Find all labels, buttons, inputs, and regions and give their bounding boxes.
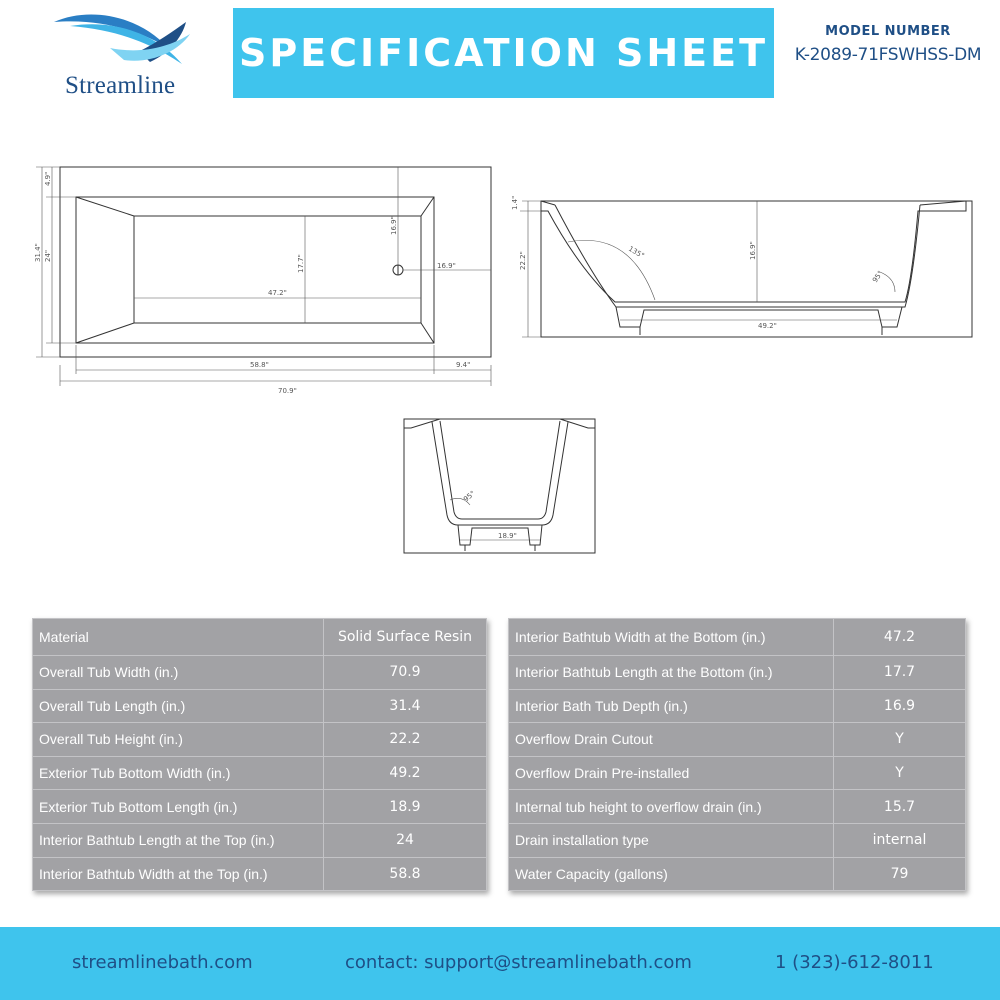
spec-label: Exterior Tub Bottom Length (in.)	[33, 790, 324, 824]
spec-label: Interior Bath Tub Depth (in.)	[509, 689, 834, 723]
spec-label: Interior Bathtub Length at the Bottom (in.)	[509, 656, 834, 690]
spec-table-left	[32, 618, 487, 891]
dim-bottom-width: 18.9"	[498, 532, 517, 540]
footer-bar	[0, 927, 1000, 1000]
spec-right-body	[509, 619, 966, 891]
spec-value: Y	[834, 756, 966, 790]
model-number-value: K-2089-71FSWHSS-DM	[794, 45, 982, 65]
spec-label: Material	[33, 619, 324, 656]
footer-phone[interactable]: 1 (323)-612-8011	[775, 952, 934, 973]
footer-contact-email[interactable]: contact: support@streamlinebath.com	[345, 952, 692, 973]
spec-row	[509, 619, 966, 656]
dim-inner-width-top: 24"	[44, 249, 52, 262]
dim-edge-offset: 4.9"	[44, 171, 52, 186]
end-view-drawing	[404, 419, 595, 553]
spec-row	[509, 857, 966, 891]
spec-label: Interior Bathtub Length at the Top (in.)	[33, 823, 324, 857]
dim-rim-thickness: 1.4"	[511, 195, 519, 210]
dim-interior-length-bottom: 47.2"	[268, 289, 287, 297]
spec-label: Water Capacity (gallons)	[509, 857, 834, 891]
spec-row	[33, 756, 487, 790]
spec-row	[509, 790, 966, 824]
top-view-drawing	[34, 167, 491, 395]
spec-label: Overall Tub Height (in.)	[33, 723, 324, 757]
spec-value: Y	[834, 723, 966, 757]
brand-name: Streamline	[65, 72, 176, 99]
spec-row	[33, 619, 487, 656]
dim-overall-length: 70.9"	[278, 387, 297, 395]
spec-row	[33, 689, 487, 723]
dim-back-angle: 135°	[627, 244, 646, 261]
spec-row	[509, 656, 966, 690]
spec-value: 17.7	[834, 656, 966, 690]
spec-row	[509, 823, 966, 857]
spec-label: Interior Bathtub Width at the Top (in.)	[33, 857, 324, 891]
spec-label: Overflow Drain Pre-installed	[509, 756, 834, 790]
spec-label: Overall Tub Length (in.)	[33, 689, 324, 723]
spec-value: Solid Surface Resin	[324, 619, 487, 656]
spec-value: 31.4	[324, 689, 487, 723]
footer-website-link[interactable]: streamlinebath.com	[72, 952, 253, 973]
spec-label: Overall Tub Width (in.)	[33, 656, 324, 690]
dim-foot-angle: 95°	[871, 269, 885, 285]
dim-end-offset: 9.4"	[456, 361, 471, 369]
dim-interior-width-bottom: 17.7"	[297, 254, 305, 273]
dim-drain-offset-x: 16.9"	[437, 262, 456, 270]
spec-row	[509, 689, 966, 723]
spec-row	[33, 790, 487, 824]
spec-value: 24	[324, 823, 487, 857]
spec-left-body	[33, 619, 487, 891]
dim-interior-depth: 16.9"	[749, 241, 757, 260]
spec-value: 16.9	[834, 689, 966, 723]
spec-row	[33, 823, 487, 857]
spec-row	[509, 723, 966, 757]
spec-label: Interior Bathtub Width at the Bottom (in.)	[509, 619, 834, 656]
dim-overall-height: 22.2"	[519, 251, 527, 270]
spec-label: Drain installation type	[509, 823, 834, 857]
spec-label: Overflow Drain Cutout	[509, 723, 834, 757]
dim-drain-offset-y: 16.9"	[390, 216, 398, 235]
spec-value: 18.9	[324, 790, 487, 824]
dim-interior-length-top: 58.8"	[250, 361, 269, 369]
spec-label: Internal tub height to overflow drain (in.)	[509, 790, 834, 824]
spec-value: internal	[834, 823, 966, 857]
spec-row	[33, 723, 487, 757]
page-title: SPECIFICATION SHEET	[233, 8, 774, 98]
spec-row	[33, 857, 487, 891]
spec-value: 79	[834, 857, 966, 891]
side-view-drawing	[511, 196, 972, 337]
spec-label: Exterior Tub Bottom Width (in.)	[33, 756, 324, 790]
spec-row	[33, 656, 487, 690]
spec-value: 47.2	[834, 619, 966, 656]
spec-value: 15.7	[834, 790, 966, 824]
spec-table-right	[508, 618, 966, 891]
dim-side-angle: 95°	[462, 489, 477, 504]
spec-value: 58.8	[324, 857, 487, 891]
dim-overall-width: 31.4"	[34, 243, 42, 262]
model-number-label: MODEL NUMBER	[825, 24, 951, 39]
spec-value: 49.2	[324, 756, 487, 790]
dim-bottom-length: 49.2"	[758, 322, 777, 330]
spec-value: 22.2	[324, 723, 487, 757]
spec-row	[509, 756, 966, 790]
spec-value: 70.9	[324, 656, 487, 690]
